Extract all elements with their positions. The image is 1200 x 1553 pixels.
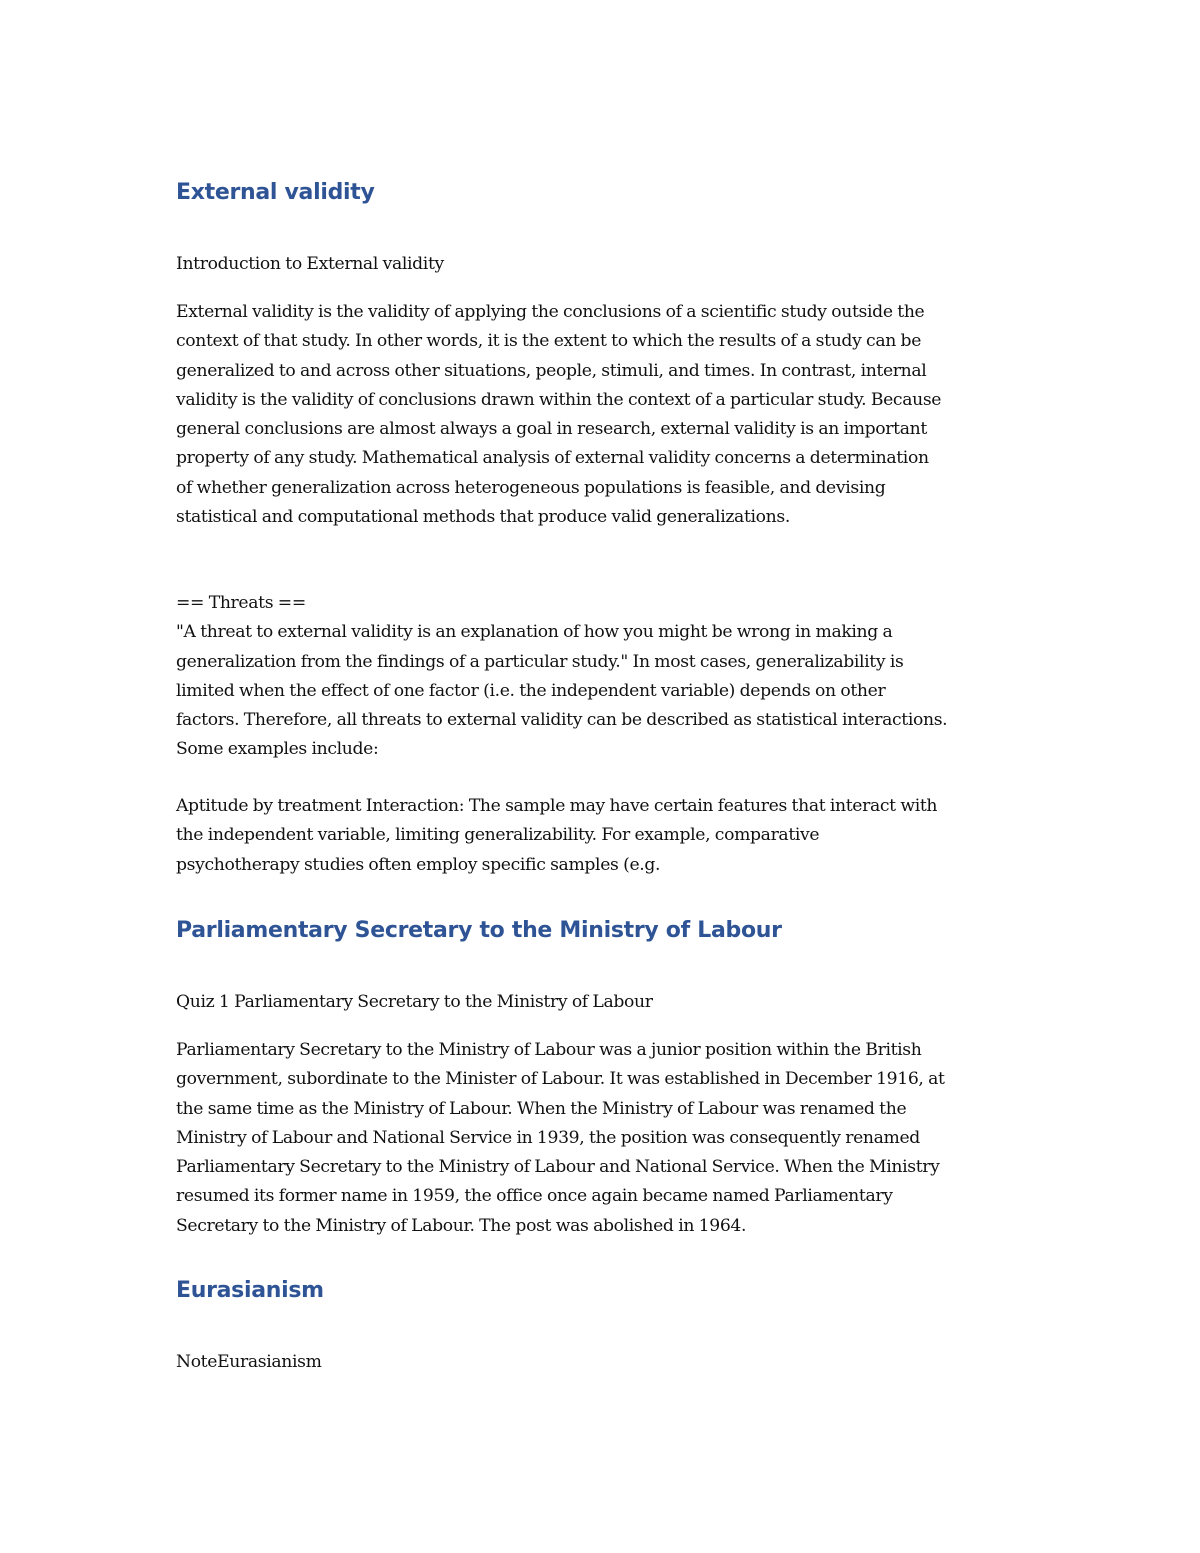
section-subtitle-eurasianism: NoteEurasianism (176, 1352, 322, 1372)
body-line: resumed its former name in 1959, the office once again became named Parliamentary (176, 1186, 893, 1207)
threats-line: limited when the effect of one factor (i.e. the independent variable) depends on other (176, 680, 886, 701)
threats-paragraph (176, 589, 1036, 765)
body-line: statistical and computational methods that produce valid generalizations. (176, 507, 790, 528)
threats-line: == Threats == (176, 593, 306, 613)
section-subtitle-external-validity: Introduction to External validity (176, 254, 444, 274)
body-line: Ministry of Labour and National Service in 1939, the position was consequently renamed (176, 1127, 920, 1148)
threats-line: generalization from the findings of a particular study." In most cases, generalizability is (176, 651, 904, 672)
body-line: Secretary to the Ministry of Labour. The post was abolished in 1964. (176, 1215, 747, 1236)
body-line: government, subordinate to the Minister of Labour. It was established in December 1916, at (176, 1069, 945, 1090)
section-body-external-validity (176, 298, 1036, 532)
body-line: general conclusions are almost always a goal in research, external validity is an important (176, 419, 927, 440)
body-line: property of any study. Mathematical analysis of external validity concerns a determination (176, 448, 929, 469)
section-heading-parliamentary-secretary: Parliamentary Secretary to the Ministry of Labour (176, 918, 782, 943)
section-body-parliamentary-secretary (176, 1036, 1036, 1241)
body-line: generalized to and across other situations, people, stimuli, and times. In contrast, internal (176, 360, 927, 381)
body-line: Parliamentary Secretary to the Ministry of Labour was a junior position within the British (176, 1040, 922, 1060)
aptitude-paragraph (176, 792, 1036, 880)
body-line: External validity is the validity of applying the conclusions of a scientific study outside the (176, 302, 925, 322)
aptitude-line: Aptitude by treatment Interaction: The sample may have certain features that interact with (176, 796, 938, 816)
section-subtitle-parliamentary-secretary: Quiz 1 Parliamentary Secretary to the Ministry of Labour (176, 992, 653, 1012)
body-line: Parliamentary Secretary to the Ministry of Labour and National Service. When the Ministry (176, 1157, 940, 1178)
aptitude-line: the independent variable, limiting generalizability. For example, comparative (176, 825, 820, 846)
section-heading-eurasianism: Eurasianism (176, 1278, 324, 1303)
threats-line: Some examples include: (176, 739, 379, 760)
threats-line: "A threat to external validity is an explanation of how you might be wrong in making a (176, 622, 893, 643)
body-line: of whether generalization across heterogeneous populations is feasible, and devising (176, 477, 886, 498)
body-line: validity is the validity of conclusions drawn within the context of a particular study. Because (176, 389, 942, 410)
section-heading-external-validity: External validity (176, 180, 375, 205)
aptitude-line: psychotherapy studies often employ specific samples (e.g. (176, 854, 661, 875)
body-line: context of that study. In other words, it is the extent to which the results of a study can be (176, 331, 922, 352)
body-line: the same time as the Ministry of Labour. When the Ministry of Labour was renamed the (176, 1098, 907, 1119)
threats-line: factors. Therefore, all threats to external validity can be described as statistical interactions. (176, 710, 948, 731)
